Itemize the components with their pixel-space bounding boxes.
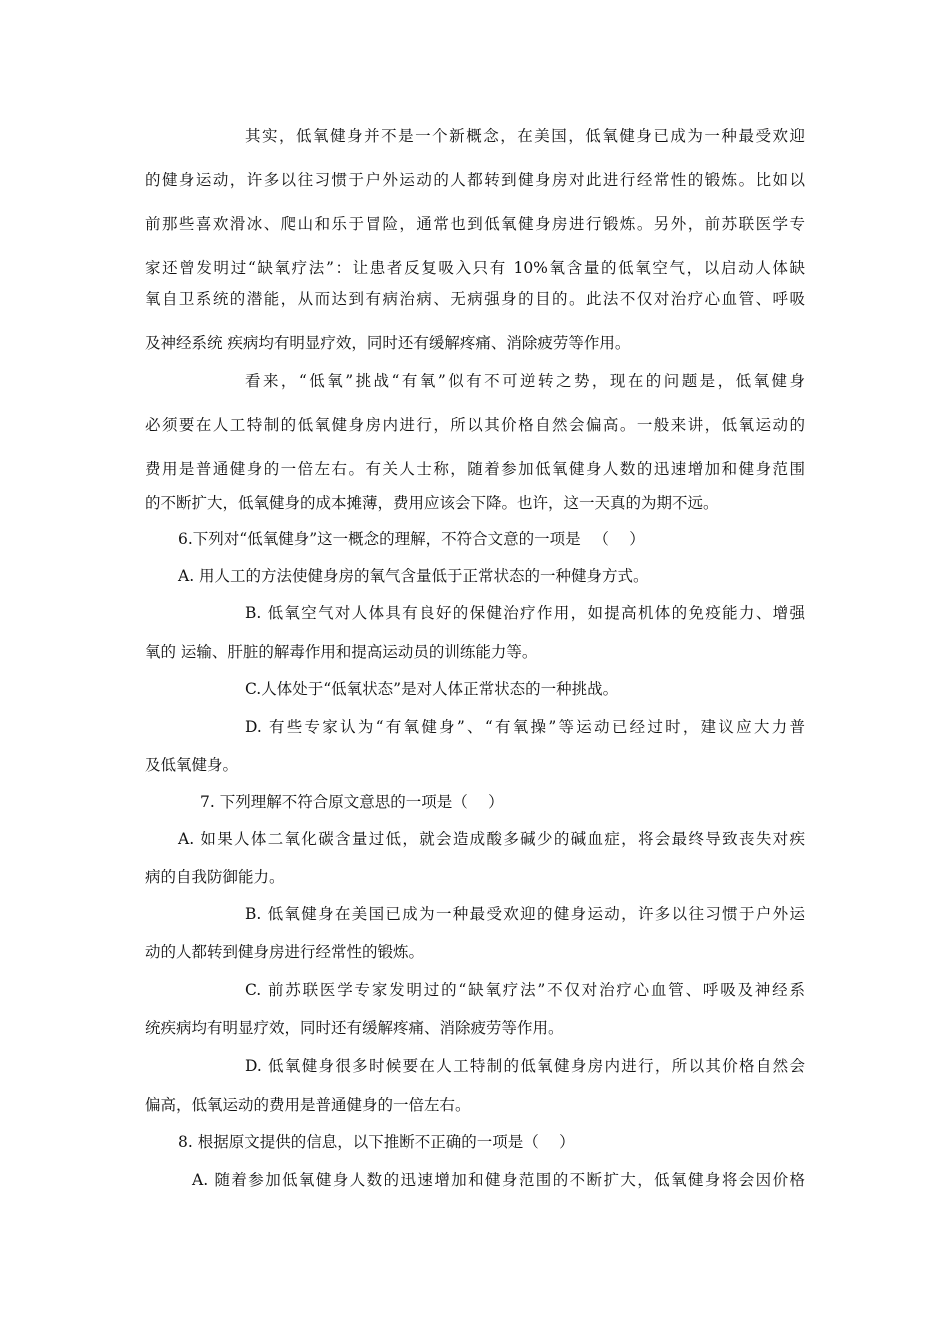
passage-line: 家还曾发明过“缺氧疗法”：让患者反复吸入只有 10%氧含量的低氧空气，以启动人体缺	[145, 259, 805, 277]
question-7-option-b: B. 低氧健身在美国已成为一种最受欢迎的健身运动，许多以往习惯于户外运	[245, 905, 805, 923]
question-7-option-d-cont: 偏高，低氧运动的费用是普通健身的一倍左右。	[145, 1096, 471, 1114]
question-6-option-d-cont: 及低氧健身。	[145, 756, 239, 774]
passage-line: 费用是普通健身的一倍左右。有关人士称，随着参加低氧健身人数的迅速增加和健身范围	[145, 460, 805, 478]
question-8-stem: 8. 根据原文提供的信息，以下推断不正确的一项是（ ）	[178, 1133, 575, 1151]
question-8-option-a: A. 随着参加低氧健身人数的迅速增加和健身范围的不断扩大，低氧健身将会因价格	[192, 1171, 805, 1189]
passage-line: 的健身运动，许多以往习惯于户外运动的人都转到健身房对此进行经常性的锻炼。比如以	[145, 171, 805, 189]
question-7-option-a-cont: 病的自我防御能力。	[145, 868, 285, 886]
question-7-stem: 7. 下列理解不符合原文意思的一项是（ ）	[200, 793, 504, 811]
passage-line: 看来，“低氧”挑战“有氧”似有不可逆转之势，现在的问题是，低氧健身	[245, 372, 805, 390]
passage-line: 及神经系统 疾病均有明显疗效，同时还有缓解疼痛、消除疲劳等作用。	[145, 334, 631, 352]
passage-line: 氧自卫系统的潜能，从而达到有病治病、无病强身的目的。此法不仅对治疗心血管、呼吸	[145, 290, 805, 308]
question-6-option-c: C.人体处于“低氧状态”是对人体正常状态的一种挑战。	[245, 680, 619, 698]
question-6-option-b: B. 低氧空气对人体具有良好的保健治疗作用，如提高机体的免疫能力、增强	[245, 604, 805, 622]
passage-line: 其实，低氧健身并不是一个新概念，在美国，低氧健身已成为一种最受欢迎	[245, 127, 805, 145]
question-7-option-a: A. 如果人体二氧化碳含量过低，就会造成酸多碱少的碱血症，将会最终导致丧失对疾	[178, 830, 805, 848]
question-7-option-c: C. 前苏联医学专家发明过的“缺氧疗法”不仅对治疗心血管、呼吸及神经系	[245, 981, 805, 999]
question-6-option-d: D. 有些专家认为“有氧健身”、“有氧操”等运动已经过时，建议应大力普	[245, 718, 805, 736]
question-7-option-b-cont: 动的人都转到健身房进行经常性的锻炼。	[145, 943, 425, 961]
question-6-stem: 6.下列对“低氧健身”这一概念的理解，不符合文意的一项是 （ ）	[178, 530, 645, 548]
question-7-option-d: D. 低氧健身很多时候要在人工特制的低氧健身房内进行，所以其价格自然会	[245, 1057, 805, 1075]
passage-line: 的不断扩大，低氧健身的成本摊薄，费用应该会下降。也许，这一天真的为期不远。	[145, 494, 719, 512]
question-6-option-a: A. 用人工的方法使健身房的氧气含量低于正常状态的一种健身方式。	[178, 567, 649, 585]
passage-line: 前那些喜欢滑冰、爬山和乐于冒险，通常也到低氧健身房进行锻炼。另外，前苏联医学专	[145, 215, 805, 233]
question-6-option-b-cont: 氧的 运输、肝脏的解毒作用和提高运动员的训练能力等。	[145, 643, 538, 661]
passage-line: 必须要在人工特制的低氧健身房内进行，所以其价格自然会偏高。一般来讲，低氧运动的	[145, 416, 805, 434]
question-7-option-c-cont: 统疾病均有明显疗效，同时还有缓解疼痛、消除疲劳等作用。	[145, 1019, 564, 1037]
